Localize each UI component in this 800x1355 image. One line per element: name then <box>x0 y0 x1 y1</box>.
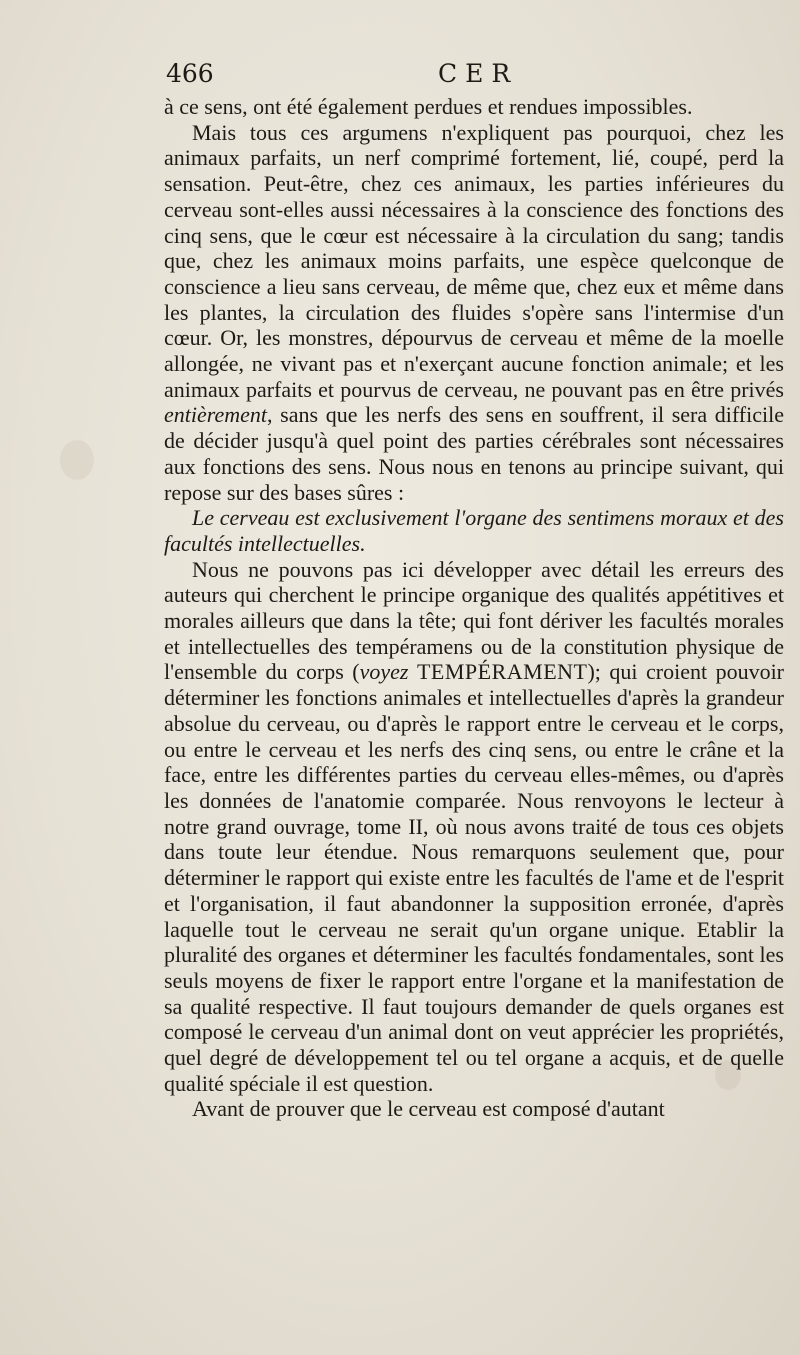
paragraph-2-emphasis: entièrement <box>164 402 268 428</box>
paper-stain <box>60 440 94 480</box>
paragraph-2-text-end: , sans que les nerfs des sens en souffrent, il sera difficile de décider jusqu'à quel point des parties cérébrales sont nécessaires aux fonctions des sens. Nous nous en tenons au principe suivant, qui repose sur des bases sûres : <box>164 402 784 505</box>
paragraph-4 <box>164 1096 784 1122</box>
paragraph-3-text-end: ); qui croient pouvoir déterminer les fonctions animales et intellectuelles d'après la grandeur absolue du cerveau, ou d'après le rapport entre le cerveau et le corps, ou entre le cerveau et les nerfs des cinq sens, ou entre le crâne et la face, entre les différentes parties du cerveau elles-mêmes, ou d'après les données de l'anatomie comparée. Nous renvoyons le lecteur à notre grand ouvrage, tome II, où nous avons traité de tous ces objets dans toute leur étendue. Nous remarquons seulement que, pour déterminer le rapport qui existe entre les facultés de l'ame et de l'esprit et l'organisation, il faut abandonner la supposition erronée, d'après laquelle tout le cerveau ne serait qu'un organe unique. Etablir la pluralité des organes et déterminer les facultés fondamentales, sont les seuls moyens de fixer le rapport entre l'organe et la manifestation de sa qualité respective. Il faut toujours demander de quels organes est composé le cerveau d'un animal dont on veut apprécier les propriétés, quel degré de développement tel ou tel organe a acquis, et de quelle qualité spéciale il est question. <box>164 659 785 1096</box>
body-text <box>164 94 784 1122</box>
principle-statement: Le cerveau est exclusivement l'organe des sentimens moraux et des facultés intellectuelles. <box>164 505 784 556</box>
cross-reference-term: TEMPÉRAMENT <box>416 659 588 685</box>
paragraph-3 <box>164 557 784 1097</box>
page-number: 466 <box>166 59 214 88</box>
paragraph-3-text: Nous ne pouvons pas ici développer avec détail les erreurs des auteurs qui cherchent le principe organique des qualités appétitives et morales ailleurs que dans la tête; qui font dériver les facultés morales et intellectuelles des tempéramens ou de la constitution physique de l'ensemble du corps ( <box>164 556 784 685</box>
page-header <box>166 58 776 94</box>
running-head: CER <box>438 59 519 88</box>
paragraph-1-text: à ce sens, ont été également perdues et rendues impossibles. <box>164 94 693 119</box>
paragraph-4-text: Avant de prouver que le cerveau est composé d'autant <box>192 1096 665 1122</box>
cross-reference-voyez: voyez <box>359 659 409 685</box>
paragraph-1 <box>164 94 784 120</box>
paragraph-2 <box>164 120 784 506</box>
paragraph-2-text: Mais tous ces argumens n'expliquent pas pourquoi, chez les animaux parfaits, un nerf comprimé fortement, lié, coupé, perd la sensation. Peut-être, chez ces animaux, les parties inférieures du cerveau sont-elles aussi nécessaires à la conscience des fonctions des cinq sens, que le cœur est nécessaire à la circulation du sang; tandis que, chez les animaux moins parfaits, une espèce quelconque de conscience a lieu sans cerveau, de même que, chez eux et même dans les plantes, la circulation des fluides s'opère sans l'intermise d'un cœur. Or, les monstres, dépourvus de cerveau et même de la moelle allongée, ne vivant pas et n'exerçant aucune fonction animale; et les animaux parfaits et pourvus de cerveau, ne pouvant pas en être privés <box>164 119 784 402</box>
